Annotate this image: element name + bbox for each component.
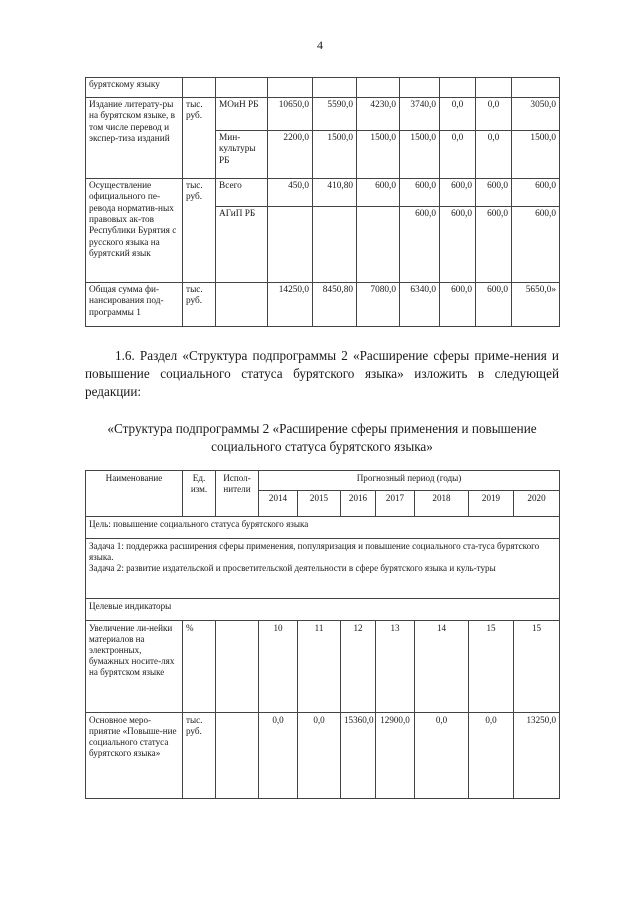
value-cell: 14 — [415, 621, 469, 713]
row-name: Общая сумма фи-нансирования под-программы 1 — [86, 283, 183, 327]
value-cell: 600,0 — [400, 179, 440, 207]
value-cell: 410,80 — [313, 179, 357, 207]
value-cell: 0,0 — [298, 713, 341, 799]
page-number: 4 — [317, 38, 323, 52]
header-row — [86, 471, 560, 491]
header-year: 2014 — [259, 491, 298, 517]
value-cell: 600,0 — [512, 179, 560, 207]
value-cell: 2200,0 — [268, 131, 313, 179]
section-subtitle: «Структура подпрограммы 2 «Расширение сферы применения и повышение социального статуса бурятского языка» — [107, 421, 537, 454]
value-cell: 15 — [469, 621, 514, 713]
goal-text: Цель: повышение социального статуса бурятского языка — [86, 517, 560, 539]
header-year: 2019 — [469, 491, 514, 517]
amendment-text: 1.6. Раздел «Структура подпрограммы 2 «Расширение сферы приме-нения и повышение социального статуса бурятского языка» изложить в следующей редакции: — [85, 348, 559, 399]
value-cell: 600,0 — [440, 207, 476, 283]
header-year: 2020 — [514, 491, 560, 517]
value-cell: 0,0 — [440, 131, 476, 179]
indicators-label: Целевые индикаторы — [86, 599, 560, 621]
value-cell: 1500,0 — [313, 131, 357, 179]
value-cell: 5650,0» — [512, 283, 560, 327]
row-unit: тыс. руб. — [183, 98, 216, 179]
header-name: Наименование — [86, 471, 183, 517]
value-cell: 14250,0 — [268, 283, 313, 327]
goal-row — [86, 517, 560, 539]
row-executor: МОиН РБ — [216, 98, 268, 131]
value-cell: 6340,0 — [400, 283, 440, 327]
row-executor: АГиП РБ — [216, 207, 268, 283]
value-cell: 1500,0 — [400, 131, 440, 179]
row-name: Основное меро-приятие «Повыше-ние социального статуса бурятского языка» — [86, 713, 183, 799]
value-cell: 3740,0 — [400, 98, 440, 131]
row-executor: Всего — [216, 179, 268, 207]
table-row — [86, 179, 560, 207]
row-unit: тыс. руб. — [183, 713, 216, 799]
value-cell: 11 — [298, 621, 341, 713]
header-year: 2016 — [341, 491, 376, 517]
value-cell: 10650,0 — [268, 98, 313, 131]
value-cell: 0,0 — [469, 713, 514, 799]
value-cell: 450,0 — [268, 179, 313, 207]
table-row — [86, 283, 560, 327]
funding-table — [85, 77, 560, 327]
value-cell: 600,0 — [476, 207, 512, 283]
value-cell: 4230,0 — [357, 98, 400, 131]
value-cell: 0,0 — [476, 131, 512, 179]
value-cell: 12 — [341, 621, 376, 713]
amendment-paragraph — [85, 347, 559, 400]
tasks-row — [86, 539, 560, 599]
row-name: Увеличение ли-нейки материалов на электронных, бумажных носите-лях на бурятском языке — [86, 621, 183, 713]
structure-table — [85, 470, 560, 799]
row-name: Осуществление официального пе-ревода норматив-ных правовых ак-тов Республики Бурятия с русского языка на бурятский язык — [86, 179, 183, 283]
value-cell: 5590,0 — [313, 98, 357, 131]
value-cell: 13 — [376, 621, 415, 713]
table-row — [86, 713, 560, 799]
value-cell: 15 — [514, 621, 560, 713]
value-cell: 1500,0 — [512, 131, 560, 179]
value-cell: 0,0 — [415, 713, 469, 799]
row-name: бурятскому языку — [86, 78, 183, 98]
value-cell: 8450,80 — [313, 283, 357, 327]
table-row — [86, 98, 560, 131]
row-unit: тыс. руб. — [183, 179, 216, 283]
value-cell: 600,0 — [476, 283, 512, 327]
header-executor: Испол-нители — [216, 471, 259, 517]
row-name: Издание литерату-ры на бурятском языке, в том числе перевод и экспер-тиза изданий — [86, 98, 183, 179]
value-cell: 0,0 — [476, 98, 512, 131]
value-cell: 600,0 — [400, 207, 440, 283]
header-year: 2018 — [415, 491, 469, 517]
table-row — [86, 621, 560, 713]
value-cell: 3050,0 — [512, 98, 560, 131]
value-cell: 0,0 — [440, 98, 476, 131]
value-cell: 600,0 — [476, 179, 512, 207]
row-unit: % — [183, 621, 216, 713]
tasks-text: Задача 1: поддержка расширения сферы применения, популяризация и повышение социального ста-туса бурятского языка. Задача 2: развитие издательской и просветительской деятельности в сфере бурятского языка и куль-туры — [86, 539, 560, 599]
value-cell: 0,0 — [259, 713, 298, 799]
value-cell: 7080,0 — [357, 283, 400, 327]
value-cell: 600,0 — [357, 179, 400, 207]
indicators-row — [86, 599, 560, 621]
value-cell: 1500,0 — [357, 131, 400, 179]
table-row — [86, 78, 560, 98]
value-cell: 15360,0 — [341, 713, 376, 799]
header-period: Прогнозный период (годы) — [259, 471, 560, 491]
header-year: 2017 — [376, 491, 415, 517]
value-cell: 600,0 — [512, 207, 560, 283]
value-cell: 600,0 — [440, 283, 476, 327]
row-executor: Мин-культуры РБ — [216, 131, 268, 179]
header-unit: Ед. изм. — [183, 471, 216, 517]
header-year: 2015 — [298, 491, 341, 517]
value-cell: 12900,0 — [376, 713, 415, 799]
row-unit: тыс. руб. — [183, 283, 216, 327]
value-cell: 10 — [259, 621, 298, 713]
value-cell: 13250,0 — [514, 713, 560, 799]
value-cell: 600,0 — [440, 179, 476, 207]
